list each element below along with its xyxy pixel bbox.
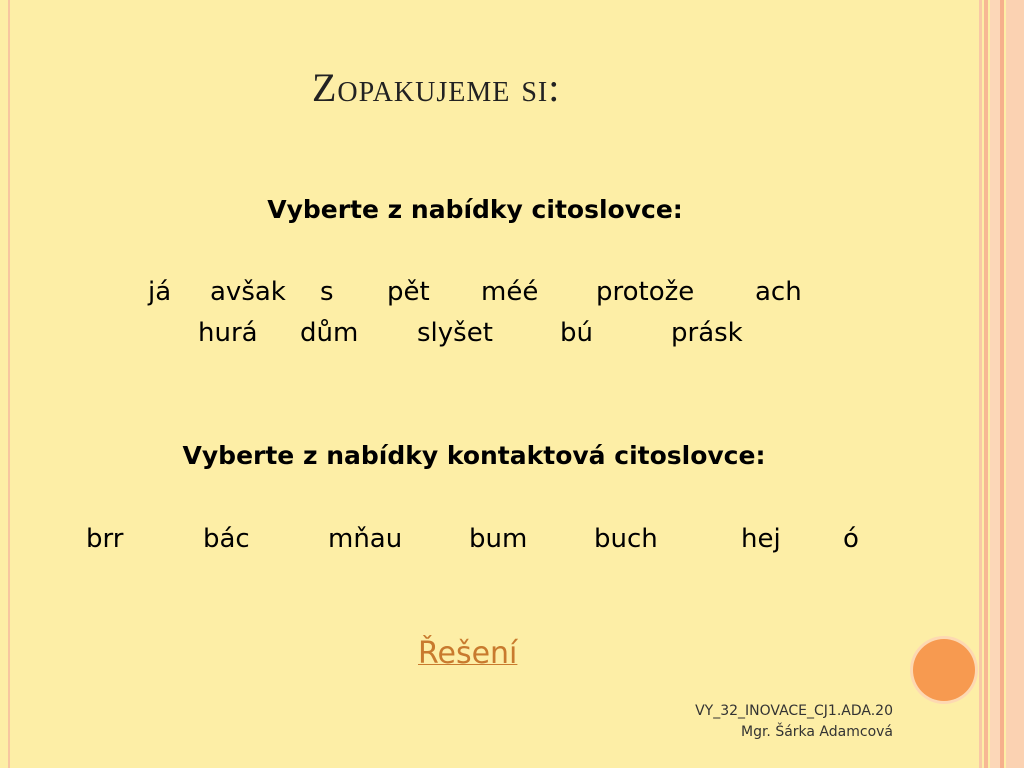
word-option: méé [481,277,539,307]
word-option: brr [86,524,124,554]
decorative-circle [913,639,975,701]
word-option: pět [387,277,430,307]
word-option: protože [596,277,695,307]
word-option: slyšet [417,318,493,348]
right-stripe [984,0,988,768]
word-option: s [320,277,334,307]
slide-title: Zopakujeme si: [312,65,561,110]
word-option: buch [594,524,658,554]
word-option: mňau [328,524,403,554]
word-option: prásk [671,318,743,348]
right-stripe [1000,0,1004,768]
left-border-line [8,0,10,768]
word-option: ó [843,524,859,554]
solution-link[interactable]: Řešení [418,636,518,671]
right-stripe [990,0,1000,768]
word-option: já [148,277,172,307]
task2-heading: Vyberte z nabídky kontaktová citoslovce: [182,441,766,470]
word-option: hurá [198,318,258,348]
right-stripe [979,0,982,768]
word-option: bú [560,318,593,348]
task1-heading: Vyberte z nabídky citoslovce: [267,195,683,224]
word-option: dům [300,318,359,348]
word-option: avšak [210,277,286,307]
word-option: bum [469,524,528,554]
footer-author: Mgr. Šárka Adamcová [740,724,893,740]
word-option: bác [203,524,250,554]
right-stripe [1006,0,1024,768]
footer-code: VY_32_INOVACE_CJ1.ADA.20 [695,703,893,719]
word-option: ach [755,277,802,307]
word-option: hej [741,524,781,554]
